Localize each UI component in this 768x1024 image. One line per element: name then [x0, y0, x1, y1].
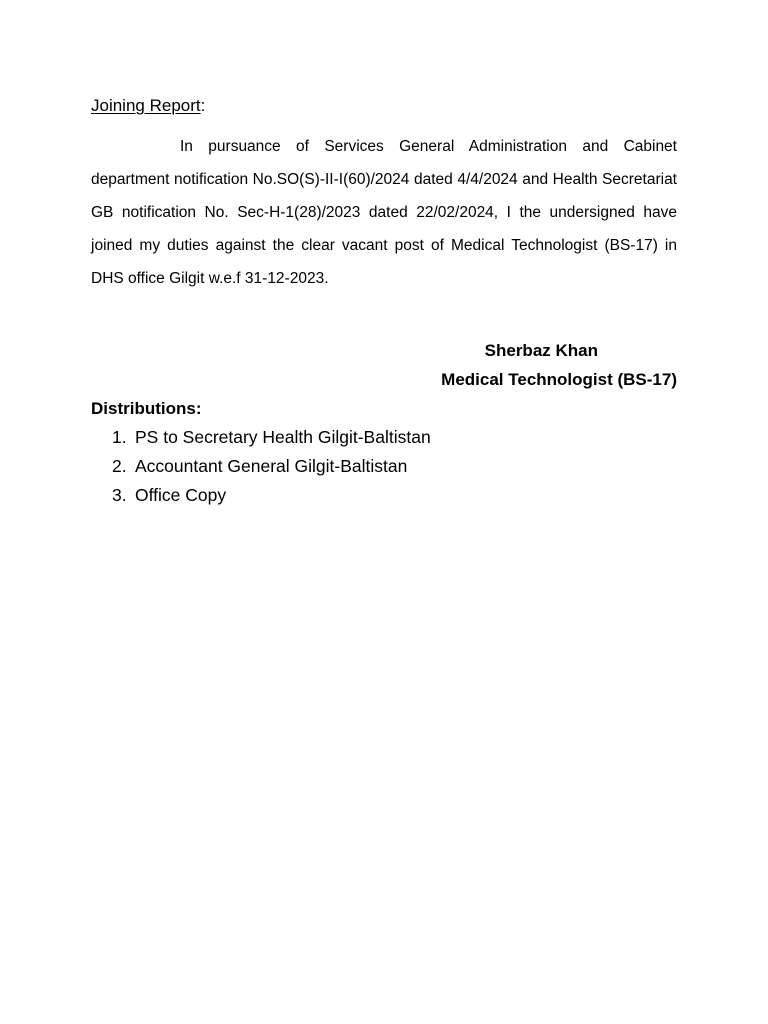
- list-item: [112, 423, 431, 452]
- list-item-text: Accountant General Gilgit-Baltistan: [135, 456, 408, 476]
- report-heading: [91, 94, 205, 118]
- signature-block: [277, 336, 677, 394]
- signatory-name: Sherbaz Khan: [484, 341, 598, 360]
- report-title-colon: :: [200, 96, 206, 115]
- list-item-number: 2.: [112, 456, 127, 476]
- distributions-list: [112, 423, 431, 510]
- list-item: [112, 481, 431, 510]
- report-title: Joining Report: [91, 96, 201, 115]
- list-item-number: 3.: [112, 485, 127, 505]
- list-item-text: Office Copy: [135, 485, 227, 505]
- signatory-designation: Medical Technologist (BS-17): [441, 370, 677, 389]
- list-item-text: PS to Secretary Health Gilgit-Baltistan: [135, 427, 431, 447]
- distributions-heading: Distributions:: [91, 399, 202, 418]
- list-item-number: 1.: [112, 427, 127, 447]
- list-item: [112, 452, 431, 481]
- report-body: In pursuance of Services General Administration and Cabinet department notification No.SO(S)-II-I(60)/2024 dated 4/4/2024 and Health Secretariat GB notification No. Sec-H-1(28)/2023 dated 22/02/2024, I the undersigned have joined my duties against the clear vacant post of Medical Technologist (BS-17) in DHS office Gilgit w.e.f 31-12-2023.: [91, 138, 677, 287]
